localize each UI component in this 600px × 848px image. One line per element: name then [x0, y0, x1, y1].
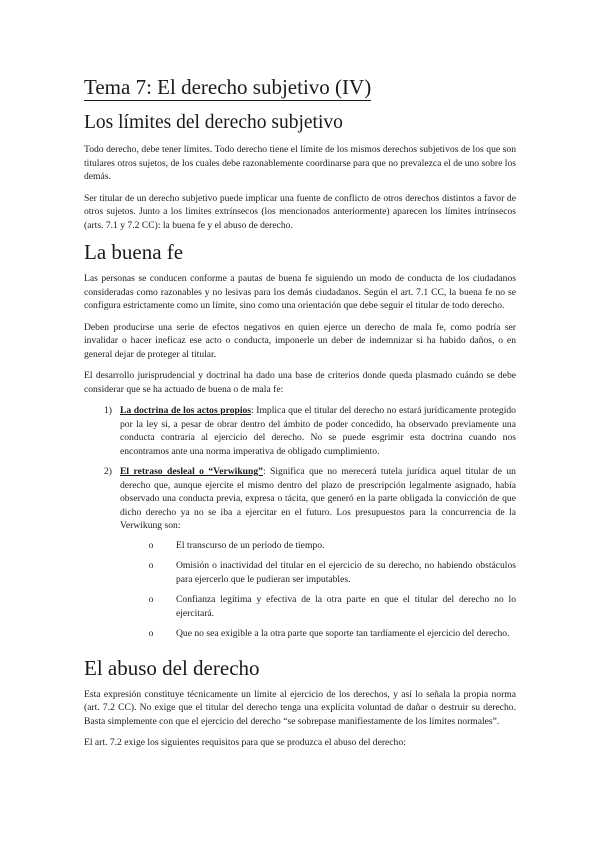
list-term: La doctrina de los actos propios: [120, 405, 252, 416]
list-text: : Significa que no merecerá tutela jurídica aquel titular de un derecho que, aunque ejercite el mismo dentro del plazo de prescripción legalmente asignado, había observado una conducta previa, expresa o tácita, que generó en la parte obligada la convicción de que dicho derecho ya no se iba a ejercitar en el futuro. Los presupuestos para la concurrencia de la Verwikung son:: [120, 466, 516, 531]
bullet-icon: o: [148, 539, 154, 551]
paragraph: Ser titular de un derecho subjetivo puede implicar una fuente de conflicto de otros derechos distintos a favor de otros sujetos. Junto a los límites extrínsecos (los mencionados anteriormente) aparecen los límites intrínsecos (arts. 7.1 y 7.2 CC): la buena fe y el abuso de derecho.: [84, 192, 516, 231]
bullet-icon: o: [148, 628, 154, 639]
sub-list-item: o Omisión o inactividad del titular en el ejercicio de su derecho, no habiendo obstáculos para ejercerlo que le pudieran ser imputables.: [120, 559, 516, 586]
sub-list-item: o Que no sea exigible a la otra parte que soporte tan tardíamente el ejercicio del derecho.: [120, 627, 516, 641]
section-heading-limits: Los límites del derecho subjetivo: [84, 112, 343, 133]
criteria-list: [84, 404, 516, 648]
list-term: El retraso desleal o “Verwikung”: [120, 466, 263, 477]
list-number: 1): [104, 405, 112, 416]
paragraph: Deben producirse una serie de efectos negativos en quien ejerce un derecho de mala fe, como podría ser invalidar o hacer ineficaz ese acto o conducta, imponerle un deber de indemnizar si ha habido daños, o en general dejar de proteger al titular.: [84, 321, 516, 360]
bullet-icon: o: [148, 560, 154, 571]
paragraph: Las personas se conducen conforme a pautas de buena fe siguiendo un modo de conducta de los ciudadanos consideradas como razonables y no lesivas para los demás ciudadanos. Según el art. 7.1 CC, la buena fe no se configura estrictamente como un límite, sino como una orientación que debe seguir el titular de todo derecho.: [84, 273, 516, 311]
bullet-icon: o: [148, 594, 154, 605]
section-heading-abuse: El abuso del derecho: [84, 655, 260, 680]
sub-list-item: o Confianza legítima y efectiva de la otra parte en que el titular del derecho no lo ejercitará.: [120, 593, 516, 620]
paragraph: Todo derecho, debe tener límites. Todo derecho tiene el límite de los mismos derechos subjetivos de los que son titulares otros sujetos, de los cuales debe razonablemente coordinarse para que no prevalezca el de uno sobre los demás.: [84, 144, 516, 182]
page-title: Tema 7: El derecho subjetivo (IV): [84, 75, 372, 99]
section-heading-good-faith: La buena fe: [84, 240, 184, 264]
paragraph: Esta expresión constituye técnicamente un límite al ejercicio de los derechos, y así lo señala la propia norma (art. 7.2 CC). No exige que el titular del derecho tenga una explícita voluntad de dañar o destruir su derecho. Basta simplemente con que el ejercicio del derecho “se sobrepase manifiestamente de los límites normales”.: [84, 688, 516, 727]
sub-list-item: o El transcurso de un período de tiempo.: [120, 539, 516, 553]
list-item: [84, 404, 516, 458]
paragraph: El art. 7.2 exige los siguientes requisitos para que se produzca el abuso del derecho:: [84, 737, 406, 748]
sub-list: [120, 539, 516, 641]
paragraph: El desarrollo jurisprudencial y doctrinal ha dado una base de criterios donde queda plasmado cuándo se debe considerar que se ha actuado de buena o de mala fe:: [84, 370, 516, 395]
list-number: 2): [104, 466, 112, 477]
list-text: : Implica que el titular del derecho no estará jurídicamente protegido por la ley si, a pesar de obrar dentro del ámbito de poder concedido, ha observado previamente una conducta contraria al ejercicio del derecho. No se puede esgrimir esta doctrina cuando nos encontramos ante una norma imperativa de obligado cumplimiento.: [120, 405, 516, 457]
list-item: [84, 465, 516, 648]
